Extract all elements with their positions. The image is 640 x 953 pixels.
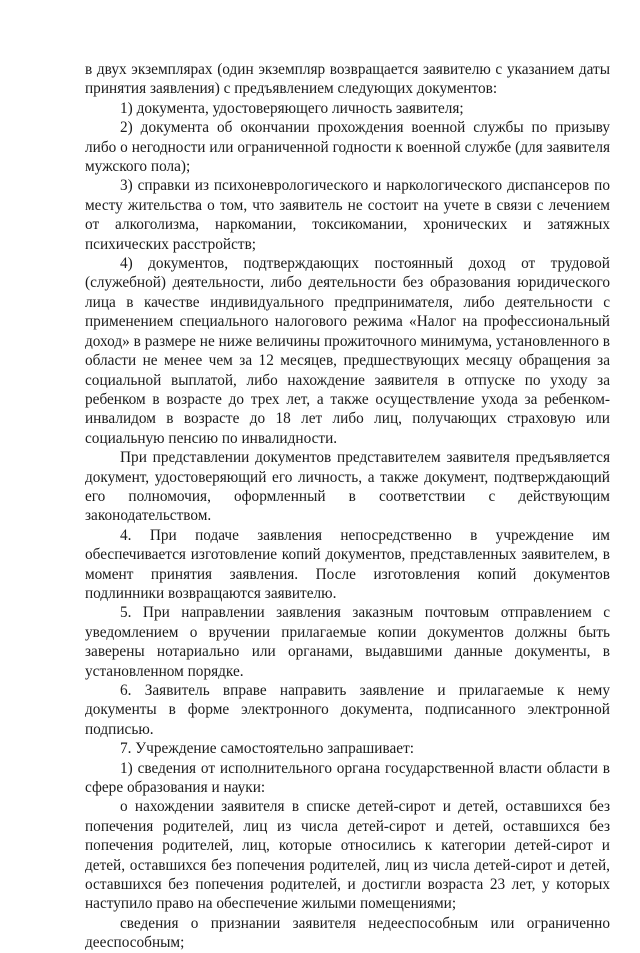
paragraph-section-6: 6. Заявитель вправе направить заявление и прилагаемые к нему документы в форме электронного документа, подписанного электронной подписью. <box>85 682 610 738</box>
paragraph-item-1: 1) документа, удостоверяющего личность заявителя; <box>120 99 464 117</box>
paragraph-section-7: 7. Учреждение самостоятельно запрашивает: <box>120 740 415 758</box>
paragraph-orphans-list: о нахождении заявителя в списке детей-сирот и детей, оставшихся без попечения родителей, лиц из числа детей-сирот и детей, оставшихся без попечения родителей, лиц, которые относились к категории детей-сирот и детей, оставшихся без попечения родителей, лиц из числа детей-сирот и детей, оставшихся без попечения родителей, и достигли возраста 23 лет, у которых наступило право на обеспечение жилыми помещениями; <box>85 798 610 913</box>
paragraph-item-4: 4) документов, подтверждающих постоянный доход от трудовой (служебной) деятельности, либо деятельности без образования юридического лица в качестве индивидуального предпринимателя, либо деятельности с применением специального налогового режима «Налог на профессиональный доход» в размере не ниже величины прожиточного минимума, установленного в области не менее чем за 12 месяцев, предшествующих месяцу обращения за социальной выплатой, либо нахождение заявителя в отпуске по уходу за ребенком в возрасте до трех лет, а также осуществление ухода за ребенком-инвалидом в возрасте до 18 лет либо лиц, получающих страховую или социальную пенсию по инвалидности. <box>85 255 610 447</box>
paragraph-section-4: 4. При подаче заявления непосредственно в учреждение им обеспечивается изготовление копий документов, представленных заявителем, в момент принятия заявления. После изготовления копий документов подлинники возвращаются заявителю. <box>85 526 610 602</box>
paragraph-intro: в двух экземплярах (один экземпляр возвращается заявителю с указанием даты принятия заявления) с предъявлением следующих документов: <box>85 61 610 98</box>
paragraph-item-3: 3) справки из психоневрологического и наркологического диспансеров по месту жительства о том, что заявитель не состоит на учете в связи с лечением от алкоголизма, наркомании, токсикомании, хронических и затяжных психических расстройств; <box>85 177 610 253</box>
paragraph-section-7-item-1: 1) сведения от исполнительного органа государственной власти области в сфере образования и науки: <box>85 759 610 797</box>
document-body <box>85 60 610 953</box>
paragraph-incapacity: сведения о признании заявителя недееспособным или ограниченно дееспособным; <box>85 914 610 952</box>
paragraph-item-2: 2) документа об окончании прохождения военной службы по призыву либо о негодности или ограниченной годности к военной службе (для заявителя мужского пола); <box>85 119 610 176</box>
paragraph-section-5: 5. При направлении заявления заказным почтовым отправлением с уведомлением о вручении прилагаемые копии документов должны быть заверены нотариально или органами, выдавшими данные документы, в установленном порядке. <box>85 604 610 680</box>
paragraph-representative: При представлении документов представителем заявителя предъявляется документ, удостоверяющий его личность, а также документ, подтверждающий его полномочия, оформленный в соответствии с действующим законодательством. <box>85 449 610 525</box>
